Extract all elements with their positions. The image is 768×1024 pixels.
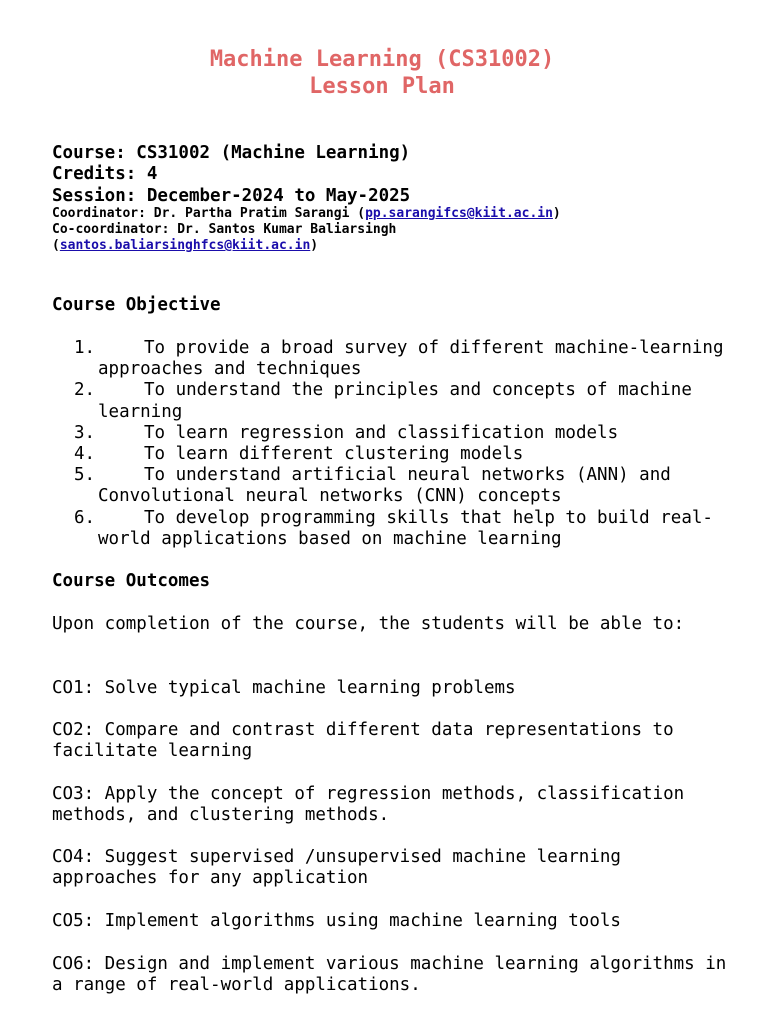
cocoordinator-open-paren: ( xyxy=(52,238,60,253)
objective-item xyxy=(52,338,732,380)
objective-item xyxy=(52,465,732,507)
objective-number: 2. xyxy=(74,380,96,401)
cocoordinator-email-line xyxy=(52,238,318,254)
objective-item xyxy=(52,380,732,422)
coordinator-close-paren: ) xyxy=(552,206,561,221)
outcome-co1: CO1: Solve typical machine learning problems xyxy=(52,678,516,698)
cocoordinator-close-paren: ) xyxy=(310,238,319,253)
objective-list xyxy=(52,338,732,550)
session-line: Session: December-2024 to May-2025 xyxy=(52,186,411,206)
coordinator-label: Coordinator: Dr. Partha Pratim Sarangi ( xyxy=(52,206,366,221)
objective-number: 1. xyxy=(74,338,96,358)
course-outcomes-heading: Course Outcomes xyxy=(52,571,211,591)
document-subtitle: Lesson Plan xyxy=(309,74,455,99)
outcome-co6: CO6: Design and implement various machine learning algorithms in a range of real-world applications. xyxy=(52,954,727,996)
credits-line: Credits: 4 xyxy=(52,164,158,184)
coordinator-email-link[interactable]: pp.sarangifcs@kiit.ac.in xyxy=(365,206,553,221)
objective-text: To learn different clustering models xyxy=(144,444,524,465)
cocoordinator-email-link[interactable]: santos.baliarsinghfcs@kiit.ac.in xyxy=(59,238,311,253)
objective-number: 4. xyxy=(74,444,96,465)
course-line: Course: CS31002 (Machine Learning) xyxy=(52,143,411,163)
objective-item xyxy=(52,444,732,465)
outcome-co5: CO5: Implement algorithms using machine learning tools xyxy=(52,911,621,931)
objective-text: To develop programming skills that help to build real-world applications based on machine learning xyxy=(98,507,713,549)
document-title: Machine Learning (CS31002) xyxy=(209,47,555,72)
objective-text: To understand the principles and concepts of machine learning xyxy=(98,380,692,422)
objective-text: To understand artificial neural networks (ANN) and Convolutional neural networks (CNN) concepts xyxy=(98,465,671,507)
outcome-co4: CO4: Suggest supervised /unsupervised machine learning approaches for any application xyxy=(52,847,621,889)
outcome-co3: CO3: Apply the concept of regression methods, classification methods, and clustering methods. xyxy=(52,784,685,826)
outcomes-intro: Upon completion of the course, the students will be able to: xyxy=(52,614,685,634)
outcome-co2: CO2: Compare and contrast different data representations to facilitate learning xyxy=(52,720,674,762)
objective-number: 6. xyxy=(74,507,96,528)
objective-text: To learn regression and classification models xyxy=(144,422,619,443)
objective-item xyxy=(52,423,732,444)
coordinator-line xyxy=(52,206,561,222)
course-objective-heading: Course Objective xyxy=(52,295,221,315)
objective-number: 3. xyxy=(74,422,96,443)
cocoordinator-line: Co-coordinator: Dr. Santos Kumar Baliarsingh xyxy=(52,222,397,237)
objective-item xyxy=(52,508,732,550)
objective-number: 5. xyxy=(74,465,96,486)
objective-text: To provide a broad survey of different machine-learning approaches and techniques xyxy=(98,338,724,380)
